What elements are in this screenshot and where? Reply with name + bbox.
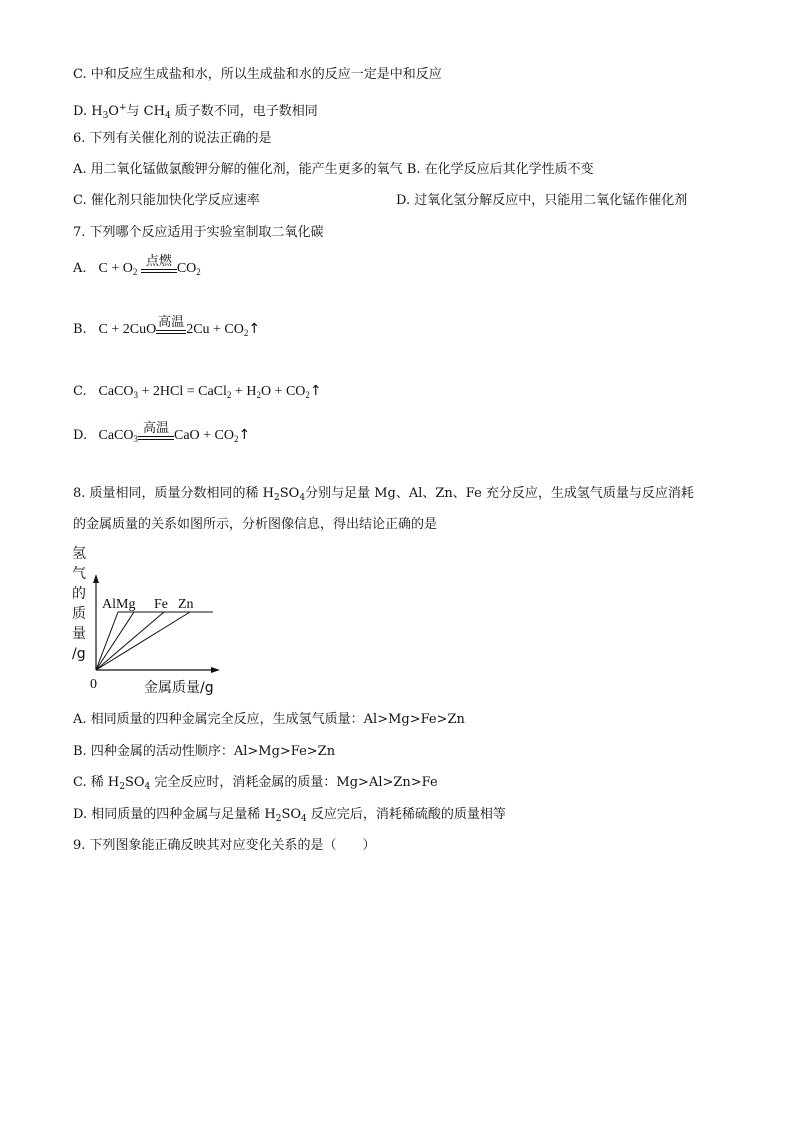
condition-ignite: 点燃 (145, 254, 172, 269)
q8-option-b: B. 四种金属的活动性顺序：Al>Mg>Fe>Zn (73, 744, 336, 759)
q8-stem-line1: 8. 质量相同，质量分数相同的稀 $H_2SO_4$分别与足量 Mg、Al、Zn、Fe 充分反应，生成氢气质量与反应消耗 (73, 486, 694, 503)
q6-stem: 6. 下列有关催化剂的说法正确的是 (73, 131, 272, 146)
x-axis-label: 金属质量/g (144, 680, 214, 696)
origin-label: 0 (90, 677, 97, 692)
q7-option-a: A. $C + O_2$ 点燃 $CO_2$ (73, 254, 201, 277)
condition-high-temp: 高温 (142, 421, 169, 436)
y-axis-label-char: 的 (72, 586, 86, 602)
q8-option-a: A. 相同质量的四种金属完全反应，生成氢气质量：Al>Mg>Fe>Zn (73, 712, 465, 727)
label-zn: Zn (178, 597, 194, 612)
condition-high-temp: 高温 (158, 315, 185, 330)
label-fe: Fe (154, 597, 168, 612)
q7-option-b: B. C + 2CuO 高温 $2Cu + CO_2↑$ (73, 315, 261, 338)
q6-option-c: C. 催化剂只能加快化学反应速率 (73, 193, 260, 208)
y-axis-label-char: 氢 (72, 546, 86, 562)
y-axis-label-char: 气 (72, 566, 86, 582)
q6-option-d: D. 过氧化氢分解反应中，只能用二氧化锰作催化剂 (396, 193, 688, 208)
q8-stem-line2: 的金属质量的关系如图所示，分析图像信息，得出结论正确的是 (73, 517, 438, 532)
q7-option-c: C. CaCO$_3$ + 2HCl = CaCl$_2$ + $H_2O$ + $CO_2↑$ (73, 383, 322, 400)
q5-option-c: C. 中和反应生成盐和水，所以生成盐和水的反应一定是中和反应 (73, 67, 442, 82)
y-axis-arrow (93, 574, 99, 583)
line-fe (96, 612, 164, 670)
q6-options-cd (73, 192, 753, 210)
y-axis-label-char: /g (72, 646, 86, 662)
q5-option-d: D. $H_3O^+$与 $CH_4$ 质子数不同，电子数相同 (73, 103, 318, 121)
y-axis-label-char: 质 (72, 606, 86, 622)
q9-stem: 9. 下列图象能正确反映其对应变化关系的是（ ） (73, 838, 376, 853)
label-al-mg: AlMg (102, 597, 136, 612)
q7-option-d: D. CaCO$_3$ 高温 CaO + $CO_2↑$ (73, 421, 251, 444)
line-zn (96, 612, 190, 670)
x-axis-arrow (211, 667, 220, 673)
q8-option-c: C. 稀 $H_2SO_4$ 完全反应时，消耗金属的质量：Mg>Al>Zn>Fe (73, 775, 438, 792)
y-axis-label-char: 量 (72, 626, 86, 642)
q7-stem: 7. 下列哪个反应适用于实验室制取二氧化碳 (73, 225, 324, 240)
q8-option-d: D. 相同质量的四种金属与足量稀 $H_2SO_4$ 反应完后，消耗稀硫酸的质量相等 (73, 807, 506, 824)
q6-option-b: B. 在化学反应后其化学性质不变 (406, 162, 594, 177)
q6-option-a: A. 用二氧化锰做氯酸钾分解的催化剂，能产生更多的氧气 (73, 162, 403, 177)
hydrogen-mass-graph (68, 540, 238, 700)
q6-options-ab (73, 161, 594, 179)
